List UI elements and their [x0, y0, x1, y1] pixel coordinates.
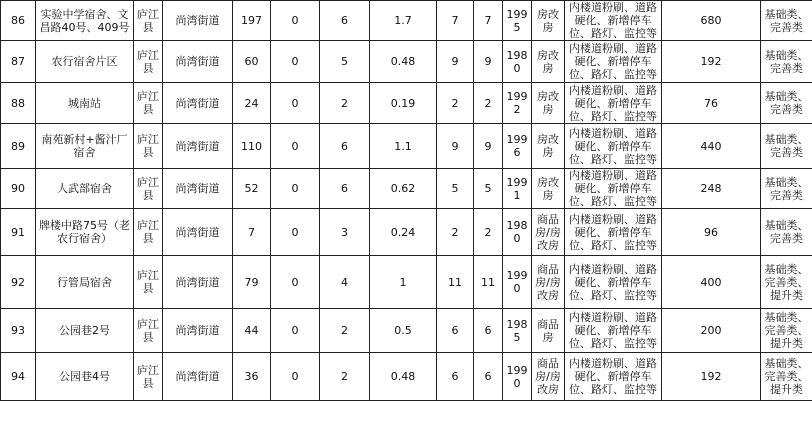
renovation-content: 内楼道粉刷、道路硬化、新增停车位、路灯、监控等	[565, 41, 662, 83]
table-row	[1, 83, 812, 124]
year-built: 1980	[503, 41, 532, 83]
col-10-value: 9	[474, 41, 503, 83]
col-9-value: 2	[437, 83, 474, 124]
col-10-value: 2	[474, 83, 503, 124]
county: 庐江县	[134, 169, 163, 209]
renovation-content: 内楼道粉刷、道路硬化、新增停车位、路灯、监控等	[565, 124, 662, 169]
renovation-category: 基础类、完善类	[761, 41, 812, 83]
year-built: 1991	[503, 169, 532, 209]
county: 庐江县	[134, 209, 163, 256]
year-built: 1985	[503, 309, 532, 353]
renovation-content: 内楼道粉刷、道路硬化、新增停车位、路灯、监控等	[565, 169, 662, 209]
col-6-value: 0	[271, 256, 320, 309]
households: 110	[233, 124, 271, 169]
renovation-content: 内楼道粉刷、道路硬化、新增停车位、路灯、监控等	[565, 209, 662, 256]
col-6-value: 0	[271, 41, 320, 83]
community-name: 公园巷2号	[36, 309, 134, 353]
housing-type: 房改房	[532, 124, 565, 169]
col-9-value: 2	[437, 209, 474, 256]
community-name: 实验中学宿舍、文昌路40号、409号	[36, 1, 134, 41]
table-row	[1, 209, 812, 256]
households: 7	[233, 209, 271, 256]
street: 尚湾街道	[163, 209, 233, 256]
housing-type: 商品房/房改房	[532, 256, 565, 309]
area: 0.62	[370, 169, 437, 209]
county: 庐江县	[134, 1, 163, 41]
col-9-value: 5	[437, 169, 474, 209]
renovation-category: 基础类、完善类、提升类	[761, 256, 812, 309]
col-6-value: 0	[271, 1, 320, 41]
col-14-value: 440	[662, 124, 761, 169]
table-row	[1, 256, 812, 309]
col-14-value: 200	[662, 309, 761, 353]
row-number: 91	[1, 209, 36, 256]
households: 79	[233, 256, 271, 309]
housing-type: 商品房	[532, 309, 565, 353]
area: 0.48	[370, 41, 437, 83]
community-name: 公园巷4号	[36, 353, 134, 401]
area: 1.1	[370, 124, 437, 169]
renovation-category: 基础类、完善类	[761, 169, 812, 209]
col-7-value: 4	[320, 256, 370, 309]
col-14-value: 248	[662, 169, 761, 209]
col-7-value: 2	[320, 353, 370, 401]
housing-type: 房改房	[532, 41, 565, 83]
table-row	[1, 124, 812, 169]
renovation-category: 基础类、完善类	[761, 83, 812, 124]
community-name: 农行宿舍片区	[36, 41, 134, 83]
col-9-value: 6	[437, 309, 474, 353]
col-14-value: 680	[662, 1, 761, 41]
col-7-value: 5	[320, 41, 370, 83]
col-10-value: 5	[474, 169, 503, 209]
street: 尚湾街道	[163, 309, 233, 353]
table-row	[1, 309, 812, 353]
renovation-category: 基础类、完善类、提升类	[761, 309, 812, 353]
col-7-value: 3	[320, 209, 370, 256]
housing-type: 房改房	[532, 169, 565, 209]
col-14-value: 192	[662, 353, 761, 401]
households: 52	[233, 169, 271, 209]
community-name: 人武部宿舍	[36, 169, 134, 209]
renovation-category: 基础类、完善类	[761, 124, 812, 169]
households: 24	[233, 83, 271, 124]
area: 1.7	[370, 1, 437, 41]
col-14-value: 76	[662, 83, 761, 124]
housing-type: 房改房	[532, 83, 565, 124]
area: 1	[370, 256, 437, 309]
county: 庐江县	[134, 124, 163, 169]
housing-type: 房改房	[532, 1, 565, 41]
renovation-content: 内楼道粉刷、道路硬化、新增停车位、路灯、监控等	[565, 309, 662, 353]
county: 庐江县	[134, 353, 163, 401]
table-row	[1, 169, 812, 209]
county: 庐江县	[134, 256, 163, 309]
street: 尚湾街道	[163, 41, 233, 83]
row-number: 86	[1, 1, 36, 41]
col-10-value: 9	[474, 124, 503, 169]
table-row	[1, 353, 812, 401]
col-9-value: 11	[437, 256, 474, 309]
renovation-category: 基础类、完善类	[761, 1, 812, 41]
area: 0.19	[370, 83, 437, 124]
renovation-category: 基础类、完善类	[761, 209, 812, 256]
year-built: 1996	[503, 124, 532, 169]
county: 庐江县	[134, 83, 163, 124]
community-name: 牌楼中路75号（老农行宿舍）	[36, 209, 134, 256]
renovation-content: 内楼道粉刷、道路硬化、新增停车位、路灯、监控等	[565, 353, 662, 401]
col-9-value: 9	[437, 41, 474, 83]
street: 尚湾街道	[163, 353, 233, 401]
housing-type: 商品房/房改房	[532, 209, 565, 256]
col-14-value: 192	[662, 41, 761, 83]
area: 0.24	[370, 209, 437, 256]
street: 尚湾街道	[163, 256, 233, 309]
col-9-value: 7	[437, 1, 474, 41]
street: 尚湾街道	[163, 169, 233, 209]
renovation-content: 内楼道粉刷、道路硬化、新增停车位、路灯、监控等	[565, 256, 662, 309]
row-number: 93	[1, 309, 36, 353]
row-number: 89	[1, 124, 36, 169]
households: 60	[233, 41, 271, 83]
col-7-value: 6	[320, 1, 370, 41]
year-built: 1990	[503, 256, 532, 309]
row-number: 90	[1, 169, 36, 209]
area: 0.5	[370, 309, 437, 353]
col-7-value: 6	[320, 124, 370, 169]
col-10-value: 2	[474, 209, 503, 256]
table-row	[1, 1, 812, 41]
col-6-value: 0	[271, 309, 320, 353]
year-built: 1992	[503, 83, 532, 124]
community-name: 南苑新村+酱汁厂宿舍	[36, 124, 134, 169]
row-number: 92	[1, 256, 36, 309]
renovation-content: 内楼道粉刷、道路硬化、新增停车位、路灯、监控等	[565, 1, 662, 41]
community-name: 城南站	[36, 83, 134, 124]
col-7-value: 2	[320, 309, 370, 353]
col-9-value: 6	[437, 353, 474, 401]
col-10-value: 7	[474, 1, 503, 41]
col-10-value: 6	[474, 309, 503, 353]
row-number: 88	[1, 83, 36, 124]
year-built: 1990	[503, 353, 532, 401]
col-14-value: 96	[662, 209, 761, 256]
col-10-value: 11	[474, 256, 503, 309]
row-number: 87	[1, 41, 36, 83]
col-10-value: 6	[474, 353, 503, 401]
street: 尚湾街道	[163, 83, 233, 124]
households: 44	[233, 309, 271, 353]
table-row	[1, 41, 812, 83]
households: 197	[233, 1, 271, 41]
col-9-value: 9	[437, 124, 474, 169]
year-built: 1995	[503, 1, 532, 41]
col-6-value: 0	[271, 124, 320, 169]
street: 尚湾街道	[163, 124, 233, 169]
row-number: 94	[1, 353, 36, 401]
households: 36	[233, 353, 271, 401]
housing-type: 商品房/房改房	[532, 353, 565, 401]
col-7-value: 2	[320, 83, 370, 124]
county: 庐江县	[134, 309, 163, 353]
area: 0.48	[370, 353, 437, 401]
street: 尚湾街道	[163, 1, 233, 41]
col-6-value: 0	[271, 209, 320, 256]
col-6-value: 0	[271, 169, 320, 209]
county: 庐江县	[134, 41, 163, 83]
col-7-value: 6	[320, 169, 370, 209]
year-built: 1980	[503, 209, 532, 256]
col-6-value: 0	[271, 353, 320, 401]
community-name: 行管局宿舍	[36, 256, 134, 309]
renovation-content: 内楼道粉刷、道路硬化、新增停车位、路灯、监控等	[565, 83, 662, 124]
col-6-value: 0	[271, 83, 320, 124]
renovation-category: 基础类、完善类、提升类	[761, 353, 812, 401]
col-14-value: 400	[662, 256, 761, 309]
